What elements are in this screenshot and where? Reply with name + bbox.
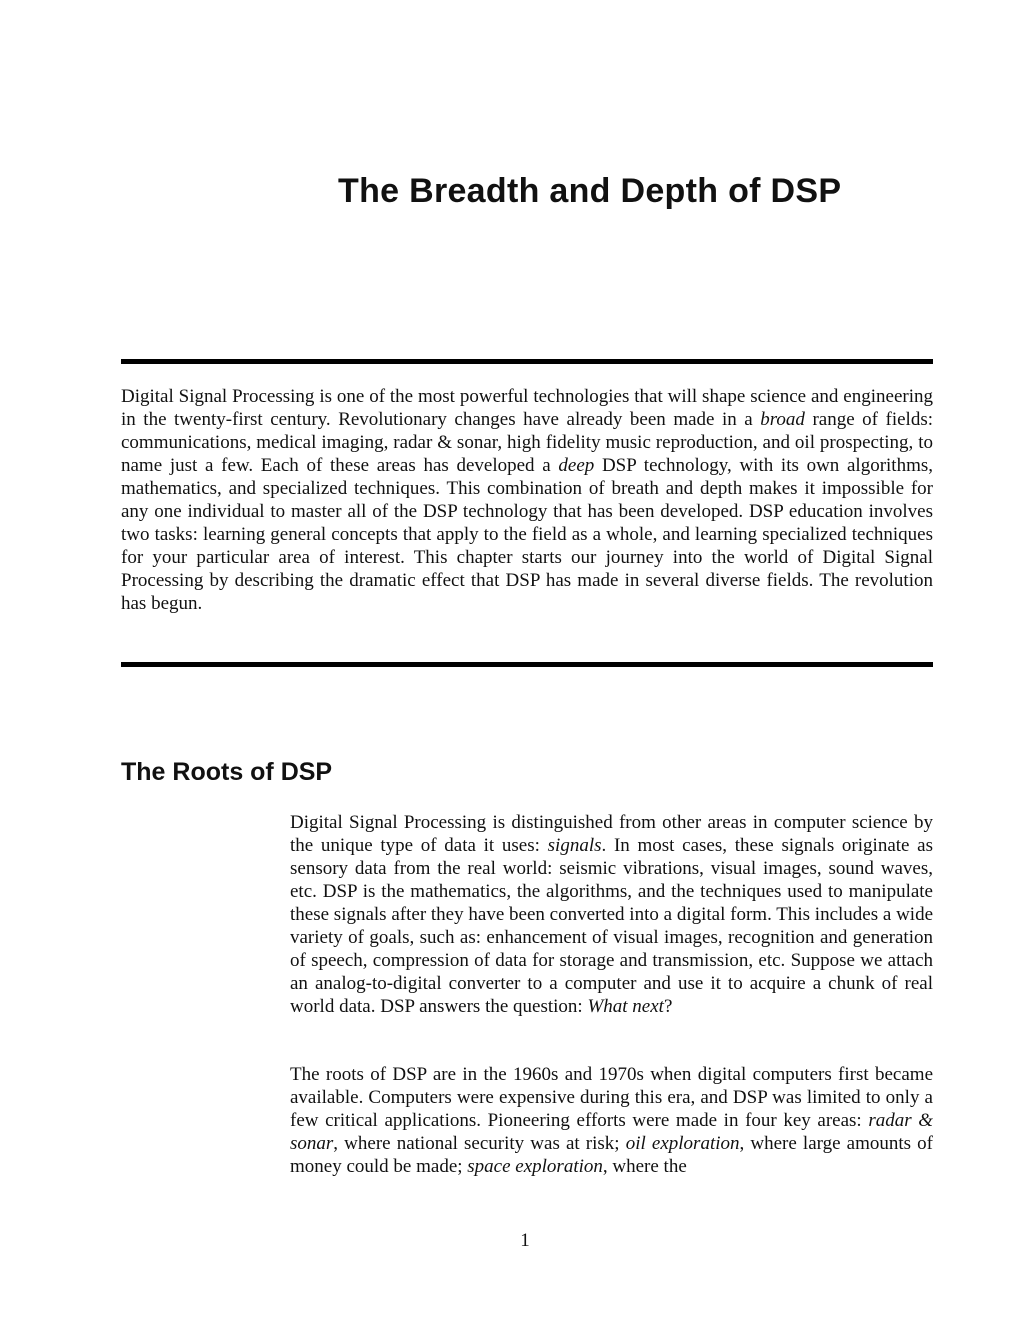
abstract-emphasis-deep: deep	[558, 455, 595, 476]
p2-text-4: , where the	[602, 1156, 687, 1177]
abstract-emphasis-broad: broad	[760, 409, 805, 430]
top-divider	[121, 359, 933, 364]
p2-emphasis-oil-exploration: oil exploration	[625, 1133, 740, 1154]
abstract-text-1: Digital Signal Processing is one of the most powerful technologies that will shape science and engineering in the twenty-first century. Revolutionary changes have already been made in a	[121, 386, 933, 430]
p2-emphasis-space-exploration: space exploration	[467, 1156, 603, 1177]
p2-text-2: , where national security was at risk;	[333, 1133, 626, 1154]
abstract-text-2: range of fields: communications, medical imaging, radar & sonar, high fidelity music reproduction, and oil prospecting, to name just a few. Each of these areas has developed a	[121, 409, 934, 476]
page-number: 1	[520, 1230, 530, 1251]
section-paragraph-2	[290, 1063, 933, 1178]
section-paragraph-1	[290, 811, 933, 1018]
p1-emphasis-what-next: What next	[587, 996, 664, 1017]
p1-text-2: . In most cases, these signals originate as sensory data from the real world: seismic vibrations, visual images, sound waves, etc. DSP is the mathematics, the algorithms, and the techniques used to manipulate these signals after they have been converted into a digital form. This includes a wide variety of goals, such as: enhancement of visual images, recognition and generation of speech, compression of data for storage and transmission, etc. Suppose we attach an analog-to-digital converter to a computer and use it to acquire a chunk of real world data. DSP answers the question:	[290, 835, 934, 1017]
p2-text-1: The roots of DSP are in the 1960s and 1970s when digital computers first became available. Computers were expensive during this era, and DSP was limited to only a few critical applications. Pioneering efforts were made in four key areas:	[290, 1064, 933, 1131]
section-heading: The Roots of DSP	[121, 758, 333, 786]
p1-emphasis-signals: signals	[547, 835, 602, 856]
p2-text-3: , where large amounts of money could be made;	[290, 1133, 933, 1177]
p1-text-3: ?	[663, 996, 673, 1017]
chapter-abstract	[121, 385, 933, 615]
p2-emphasis-radar-sonar: radar & sonar	[290, 1110, 933, 1154]
abstract-text-3: DSP technology, with its own algorithms, mathematics, and specialized techniques. This combination of breath and depth makes it impossible for any one individual to master all of the DSP technology that has been developed. DSP education involves two tasks: learning general concepts that apply to the field as a whole, and learning specialized techniques for your particular area of interest. This chapter starts our journey into the world of Digital Signal Processing by describing the dramatic effect that DSP has made in several diverse fields. The revolution has begun.	[121, 455, 934, 614]
chapter-title: The Breadth and Depth of DSP	[338, 172, 842, 210]
bottom-divider	[121, 662, 933, 667]
p1-text-1: Digital Signal Processing is distinguished from other areas in computer science by the unique type of data it uses:	[290, 812, 933, 856]
